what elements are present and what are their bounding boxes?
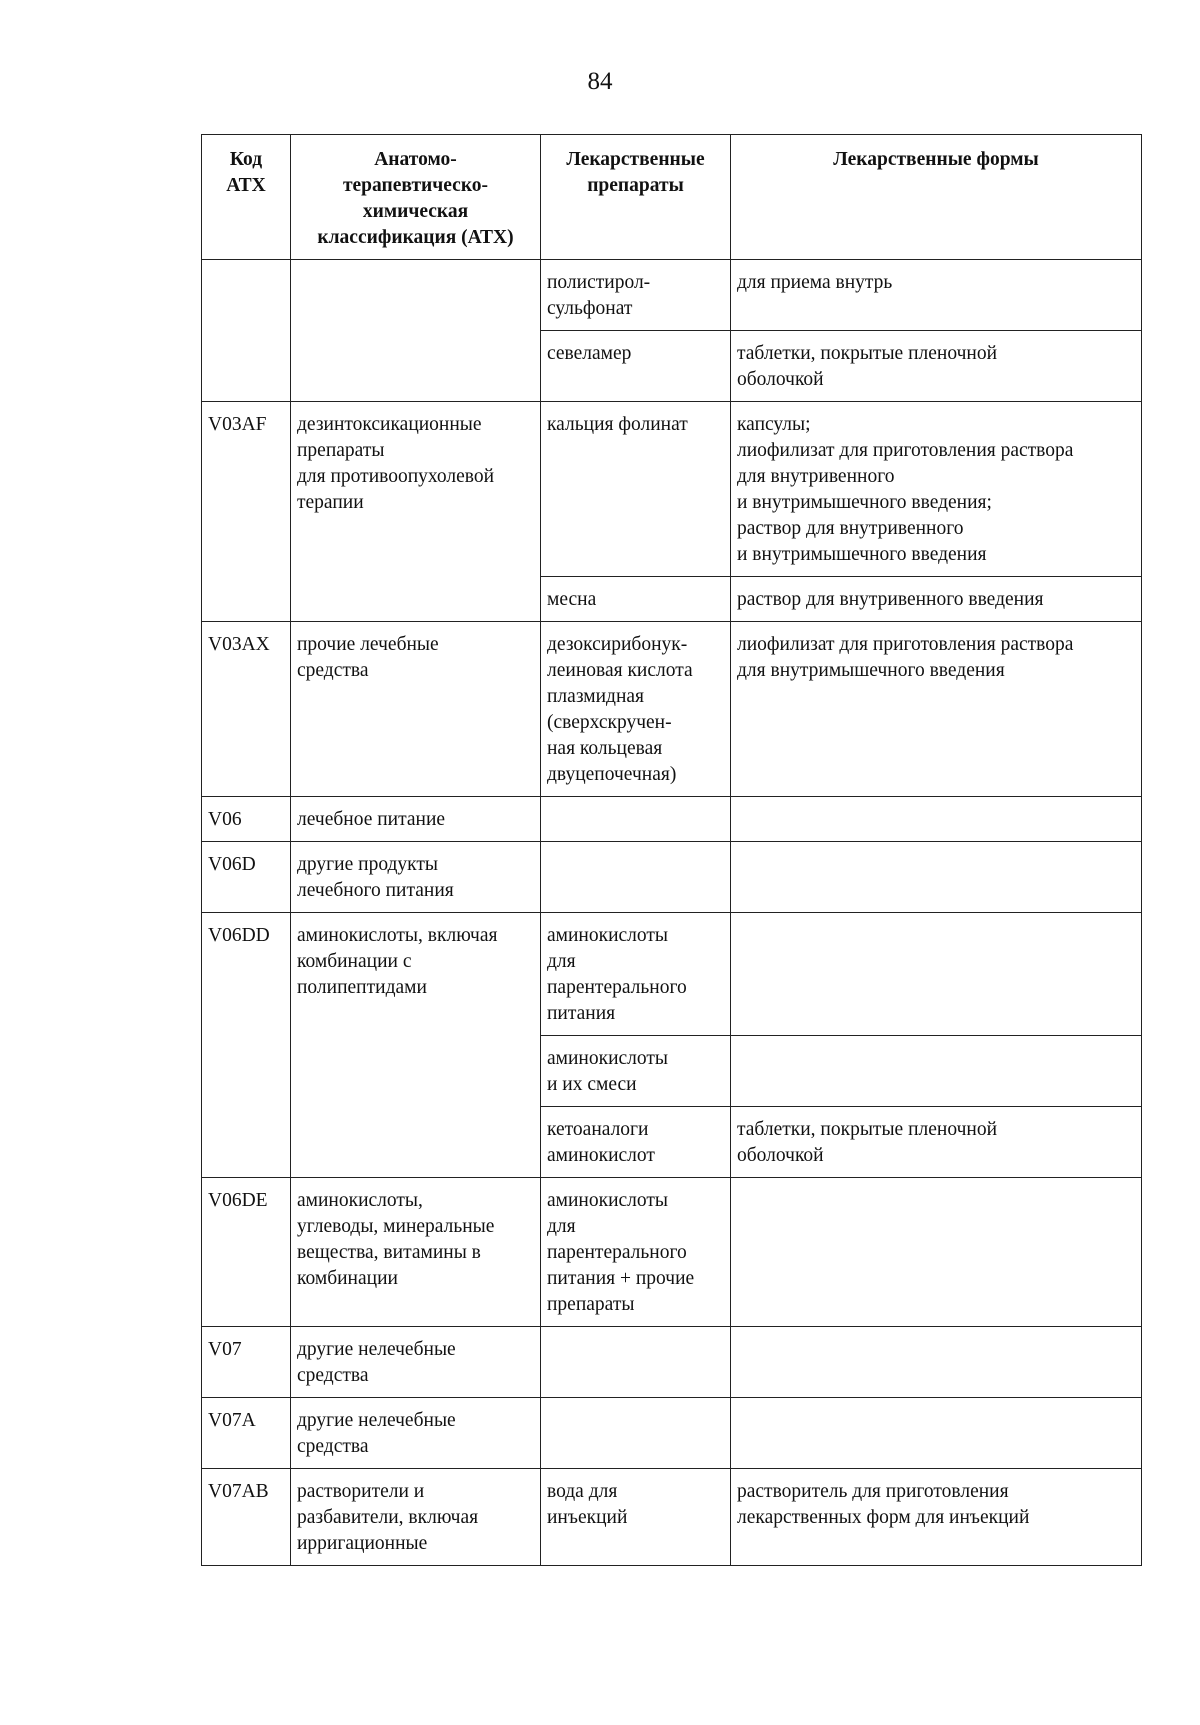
form-cell: растворитель для приготовления лекарственных форм для инъекций (731, 1469, 1142, 1566)
form-cell (731, 1398, 1142, 1469)
form-cell (731, 913, 1142, 1036)
classification-cell: лечебное питание (291, 797, 541, 842)
code-cell: V06DD (202, 913, 291, 1178)
drug-cell (541, 842, 731, 913)
code-cell: V06 (202, 797, 291, 842)
form-cell: для приема внутрь (731, 260, 1142, 331)
code-cell: V07AB (202, 1469, 291, 1566)
form-cell (731, 797, 1142, 842)
classification-cell: другие нелечебные средства (291, 1327, 541, 1398)
form-cell: капсулы; лиофилизат для приготовления раствора для внутривенного и внутримышечного введения; раствор для внутривенного и внутримышечного введения (731, 402, 1142, 577)
table-row (202, 1178, 1142, 1327)
header-forms: Лекарственные формы (731, 135, 1142, 260)
drug-cell: севеламер (541, 331, 731, 402)
classification-cell (291, 260, 541, 402)
table-row (202, 913, 1142, 1036)
form-cell: таблетки, покрытые пленочной оболочкой (731, 1107, 1142, 1178)
classification-cell: прочие лечебные средства (291, 622, 541, 797)
form-cell (731, 842, 1142, 913)
drug-cell (541, 1327, 731, 1398)
classification-cell: аминокислоты, включая комбинации с полипептидами (291, 913, 541, 1178)
table-row (202, 260, 1142, 331)
code-cell (202, 260, 291, 402)
table-row (202, 842, 1142, 913)
table-row (202, 1398, 1142, 1469)
table-row (202, 402, 1142, 577)
page-number: 84 (587, 68, 613, 95)
classification-cell: аминокислоты, углеводы, минеральные вещества, витамины в комбинации (291, 1178, 541, 1327)
table-row (202, 797, 1142, 842)
code-cell: V03AX (202, 622, 291, 797)
form-cell (731, 1178, 1142, 1327)
drug-cell: аминокислоты для парентерального питания (541, 913, 731, 1036)
drug-cell (541, 1398, 731, 1469)
classification-cell: растворители и разбавители, включая ирригационные (291, 1469, 541, 1566)
code-cell: V03AF (202, 402, 291, 622)
drug-cell (541, 797, 731, 842)
table-row (202, 1327, 1142, 1398)
code-cell: V07A (202, 1398, 291, 1469)
atx-table (201, 134, 1142, 1566)
table-row (202, 1469, 1142, 1566)
header-code: Код АТХ (202, 135, 291, 260)
drug-cell: кальция фолинат (541, 402, 731, 577)
code-cell: V07 (202, 1327, 291, 1398)
form-cell: раствор для внутривенного введения (731, 577, 1142, 622)
classification-cell: другие нелечебные средства (291, 1398, 541, 1469)
classification-cell: дезинтоксикационные препараты для противоопухолевой терапии (291, 402, 541, 622)
drug-cell: вода для инъекций (541, 1469, 731, 1566)
code-cell: V06D (202, 842, 291, 913)
drug-cell: месна (541, 577, 731, 622)
form-cell (731, 1036, 1142, 1107)
header-drugs: Лекарственные препараты (541, 135, 731, 260)
table-row (202, 622, 1142, 797)
form-cell: лиофилизат для приготовления раствора для внутримышечного введения (731, 622, 1142, 797)
header-classification: Анатомо- терапевтическо- химическая классификация (АТХ) (291, 135, 541, 260)
form-cell: таблетки, покрытые пленочной оболочкой (731, 331, 1142, 402)
drug-cell: дезоксирибонук- леиновая кислота плазмидная (сверхскручен- ная кольцевая двуцепочечная) (541, 622, 731, 797)
form-cell (731, 1327, 1142, 1398)
table-header-row (202, 135, 1142, 260)
drug-cell: полистирол- сульфонат (541, 260, 731, 331)
drug-cell: кетоаналоги аминокислот (541, 1107, 731, 1178)
classification-cell: другие продукты лечебного питания (291, 842, 541, 913)
code-cell: V06DE (202, 1178, 291, 1327)
drug-cell: аминокислоты и их смеси (541, 1036, 731, 1107)
drug-cell: аминокислоты для парентерального питания + прочие препараты (541, 1178, 731, 1327)
